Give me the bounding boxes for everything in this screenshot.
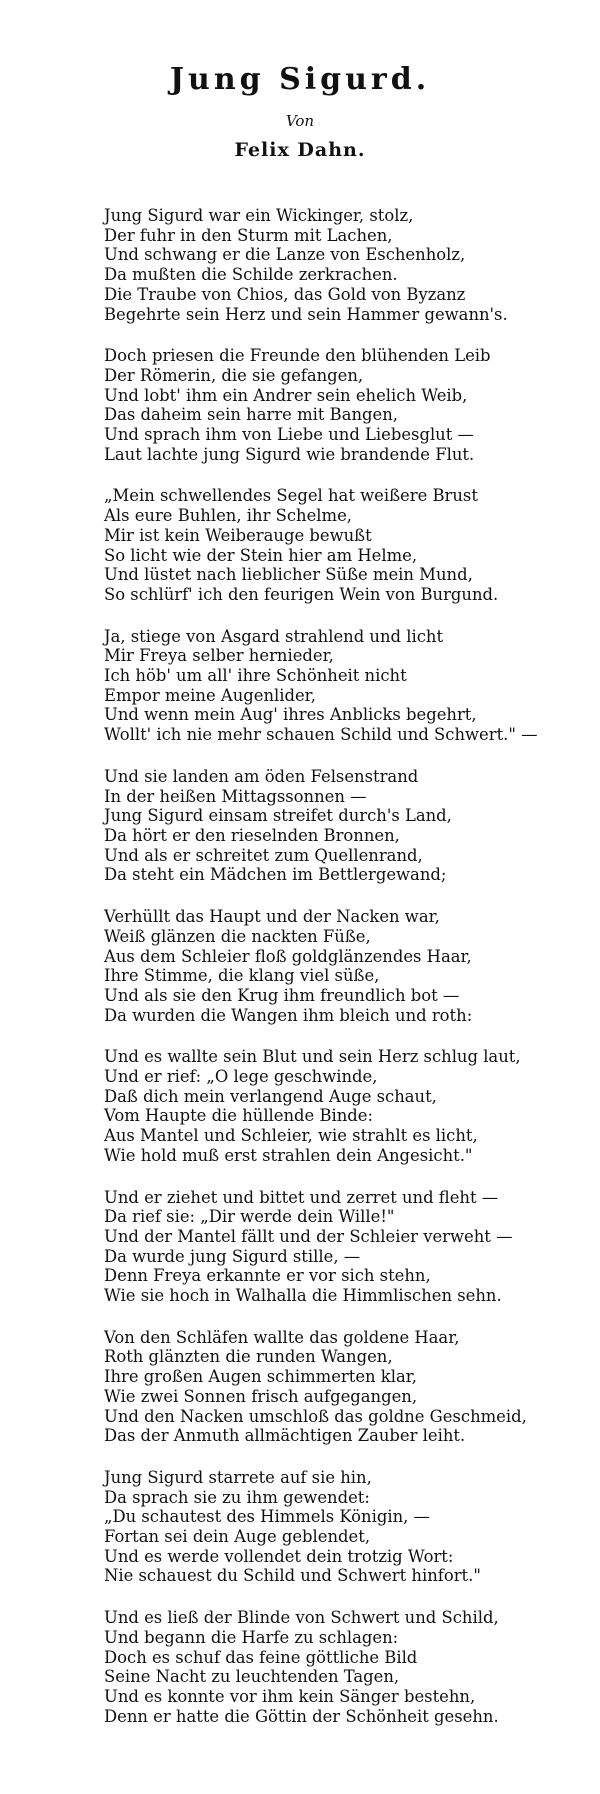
poem-line: Roth glänzten die runden Wangen, [104,1347,393,1367]
poem-line: Da hört er den rieselnden Bronnen, [104,825,400,845]
poem-line: Und es wallte sein Blut und sein Herz schlug laut, [104,1047,521,1067]
poem-line: Empor meine Augenlider, [104,685,316,705]
poem-line: Und lobt' ihm ein Andrer sein ehelich Weib, [104,385,468,405]
byline: Von [285,112,315,130]
poem-line: Da wurde jung Sigurd stille, — [104,1246,361,1266]
stanza [104,486,574,604]
poem-line: Da mußten die Schilde zerkrachen. [104,265,398,285]
poem-title: Jung Sigurd. [169,62,431,97]
poem-line: Und er rief: „O lege geschwinde, [104,1067,378,1087]
poem-line: Und schwang er die Lanze von Eschenholz, [104,245,466,265]
author-name: Felix Dahn. [234,139,366,161]
poem-line: Aus dem Schleier floß goldglänzendes Haar, [104,946,472,966]
poem-line: Als eure Buhlen, ihr Schelme, [104,506,352,526]
poem-line: Doch es schuf das feine göttliche Bild [104,1647,418,1667]
poem-line: Denn er hatte die Göttin der Schönheit gesehn. [104,1706,499,1726]
poem-line: Und es ließ der Blinde von Schwert und Schild, [104,1608,499,1628]
poem-line: Jung Sigurd war ein Wickinger, stolz, [104,206,414,225]
poem-line: Der fuhr in den Sturm mit Lachen, [104,225,393,245]
poem-line: Und als er schreitet zum Quellenrand, [104,845,423,865]
poem-line: Mir ist kein Weiberauge bewußt [104,525,372,545]
poem-line: Und es werde vollendet dein trotzig Wort: [104,1546,454,1566]
poem-line: Weiß glänzen die nackten Füße, [104,926,371,946]
poem-line: Jung Sigurd einsam streifet durch's Land, [104,806,452,826]
poem-line: Jung Sigurd starrete auf sie hin, [104,1467,372,1487]
poem-line: Das der Anmuth allmächtigen Zauber leiht. [104,1426,466,1446]
poem-line: Von den Schläfen wallte das goldene Haar, [104,1327,460,1347]
stanza [104,627,574,745]
poem-line: So schlürf' ich den feurigen Wein von Burgund. [104,584,499,604]
stanza [104,907,574,1025]
poem-line: Ihre Stimme, die klang viel süße, [104,966,380,986]
stanza [104,1047,574,1165]
poem-line: Nie schauest du Schild und Schwert hinfort." [104,1566,481,1586]
poem-line: Die Traube von Chios, das Gold von Byzanz [104,284,466,304]
poem-line: Da rief sie: „Dir werde dein Wille!" [104,1207,395,1227]
stanza [104,1608,574,1726]
poem-line: Doch priesen die Freunde den blühenden Leib [104,346,491,366]
poem-line: Ja, stiege von Asgard strahlend und licht [104,626,444,646]
poem-line: Und sprach ihm von Liebe und Liebesglut — [104,425,474,445]
poem-body [104,206,574,1748]
poem-line: Wie zwei Sonnen frisch aufgegangen, [104,1386,418,1406]
poem-line: Wie hold muß erst strahlen dein Angesicht." [104,1145,473,1165]
poem-line: Da steht ein Mädchen im Bettlergewand; [104,865,447,885]
poem-line: Mir Freya selber hernieder, [104,646,334,666]
poem-line: Und er ziehet und bittet und zerret und fleht — [104,1187,499,1207]
poem-line: Begehrte sein Herz und sein Hammer gewann's. [104,304,508,324]
poem-line: Ihre großen Augen schimmerten klar, [104,1367,417,1387]
poem-line: Verhüllt das Haupt und der Nacken war, [104,907,440,927]
poem-line: Da sprach sie zu ihm gewendet: [104,1487,370,1507]
poem-line: So licht wie der Stein hier am Helme, [104,545,418,565]
poem-line: Fortan sei dein Auge geblendet, [104,1527,371,1547]
poem-line: Der Römerin, die sie gefangen, [104,365,364,385]
poem-line: Und begann die Harfe zu schlagen: [104,1627,399,1647]
poem-line: Seine Nacht zu leuchtenden Tagen, [104,1667,400,1687]
poem-line: Und als sie den Krug ihm freundlich bot — [104,985,460,1005]
poem-line: Das daheim sein harre mit Bangen, [104,405,398,425]
stanza [104,1468,574,1586]
poem-line: Und lüstet nach lieblicher Süße mein Mund, [104,565,473,585]
poem-line: Und sie landen am öden Felsenstrand [104,766,419,786]
stanza [104,1328,574,1446]
poem-line: Denn Freya erkannte er vor sich stehn, [104,1266,431,1286]
poem-line: Und den Nacken umschloß das goldne Geschmeid, [104,1406,527,1426]
poem-line: Und wenn mein Aug' ihres Anblicks begehrt, [104,705,477,725]
poem-line: Aus Mantel und Schleier, wie strahlt es licht, [104,1126,478,1146]
poem-line: Vom Haupte die hüllende Binde: [104,1106,374,1126]
poem-line: Wie sie hoch in Walhalla die Himmlischen sehn. [104,1286,502,1306]
stanza [104,206,574,324]
poem-line: In der heißen Mittagssonnen — [104,786,367,806]
poem-line: Da wurden die Wangen ihm bleich und roth: [104,1005,473,1025]
poem-line: Wollt' ich nie mehr schauen Schild und Schwert." — [104,725,538,745]
poem-line: Und es konnte vor ihm kein Sänger bestehn, [104,1687,476,1706]
poem-line: „Mein schwellendes Segel hat weißere Brust [104,486,478,506]
poem-line: „Du schautest des Himmels Königin, — [104,1507,430,1527]
poem-line: Daß dich mein verlangend Auge schaut, [104,1086,437,1106]
poem-line: Laut lachte jung Sigurd wie brandende Flut. [104,444,475,464]
poem-line: Und der Mantel fällt und der Schleier verweht — [104,1226,513,1246]
stanza [104,346,574,464]
poem-line: Ich höb' um all' ihre Schönheit nicht [104,666,407,686]
stanza [104,1188,574,1306]
stanza [104,767,574,885]
